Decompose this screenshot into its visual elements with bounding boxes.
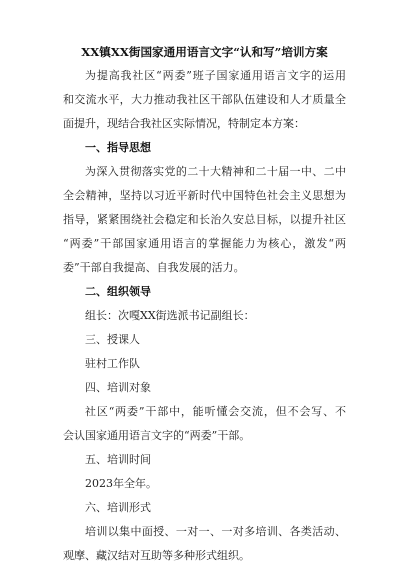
paragraph-line: 为提高我社区“两委”班子国家通用语言文字的运用 [85,69,346,82]
heading-training-format: 六、培训形式 [85,501,151,514]
section-instructor [63,328,346,376]
section-guiding-ideology [63,136,346,280]
document-page [63,40,346,568]
paragraph-line: “两委”干部国家通用语言的掌握能力为核心，激发“两 [63,237,346,250]
paragraph-line: 社区“两委”干部中，能听懂会交流，但不会写、不 [85,405,346,418]
paragraph-line: 全会精神，坚持以习近平新时代中国特色社会主义思想为 [63,189,346,202]
paragraph-line: 和交流水平，大力推动我社区干部队伍建设和人才质量全 [63,93,346,106]
paragraph-line: 组长：次嘎XX街选派书记副组长： [85,309,255,322]
document-title: XX镇XX街国家通用语言文字“认和写”培训方案 [81,45,328,59]
heading-training-time: 五、培训时间 [85,453,151,466]
section-organization [63,280,346,328]
heading-guiding-ideology: 一、指导思想 [85,141,151,154]
paragraph-line: 观摩、藏汉结对互助等多种形式组织。 [63,549,250,562]
heading-organization: 二、组织领导 [85,285,151,298]
paragraph-line: 面提升，现结合我社区实际情况，特制定本方案： [63,117,305,130]
heading-trainees: 四、培训对象 [85,381,151,394]
paragraph-line: 为深入贯彻落实党的二十大精神和二十届一中、二中 [85,165,346,178]
heading-instructor: 三、授课人 [85,333,140,346]
section-training-time [63,448,346,496]
paragraph-line: 培训以集中面授、一对一、一对多培训、各类活动、 [85,525,346,538]
section-trainees [63,376,346,448]
section-training-format [63,496,346,568]
intro-paragraph [63,64,346,136]
paragraph-line: 驻村工作队 [85,357,140,370]
paragraph-line: 会认国家通用语言文字的“两委”干部。 [63,429,251,442]
paragraph-line: 委”干部自我提高、自我发展的活力。 [63,261,245,274]
paragraph-line: 2023年全年。 [85,477,157,490]
paragraph-line: 指导，紧紧围绕社会稳定和长治久安总目标，以提升社区 [63,213,346,226]
